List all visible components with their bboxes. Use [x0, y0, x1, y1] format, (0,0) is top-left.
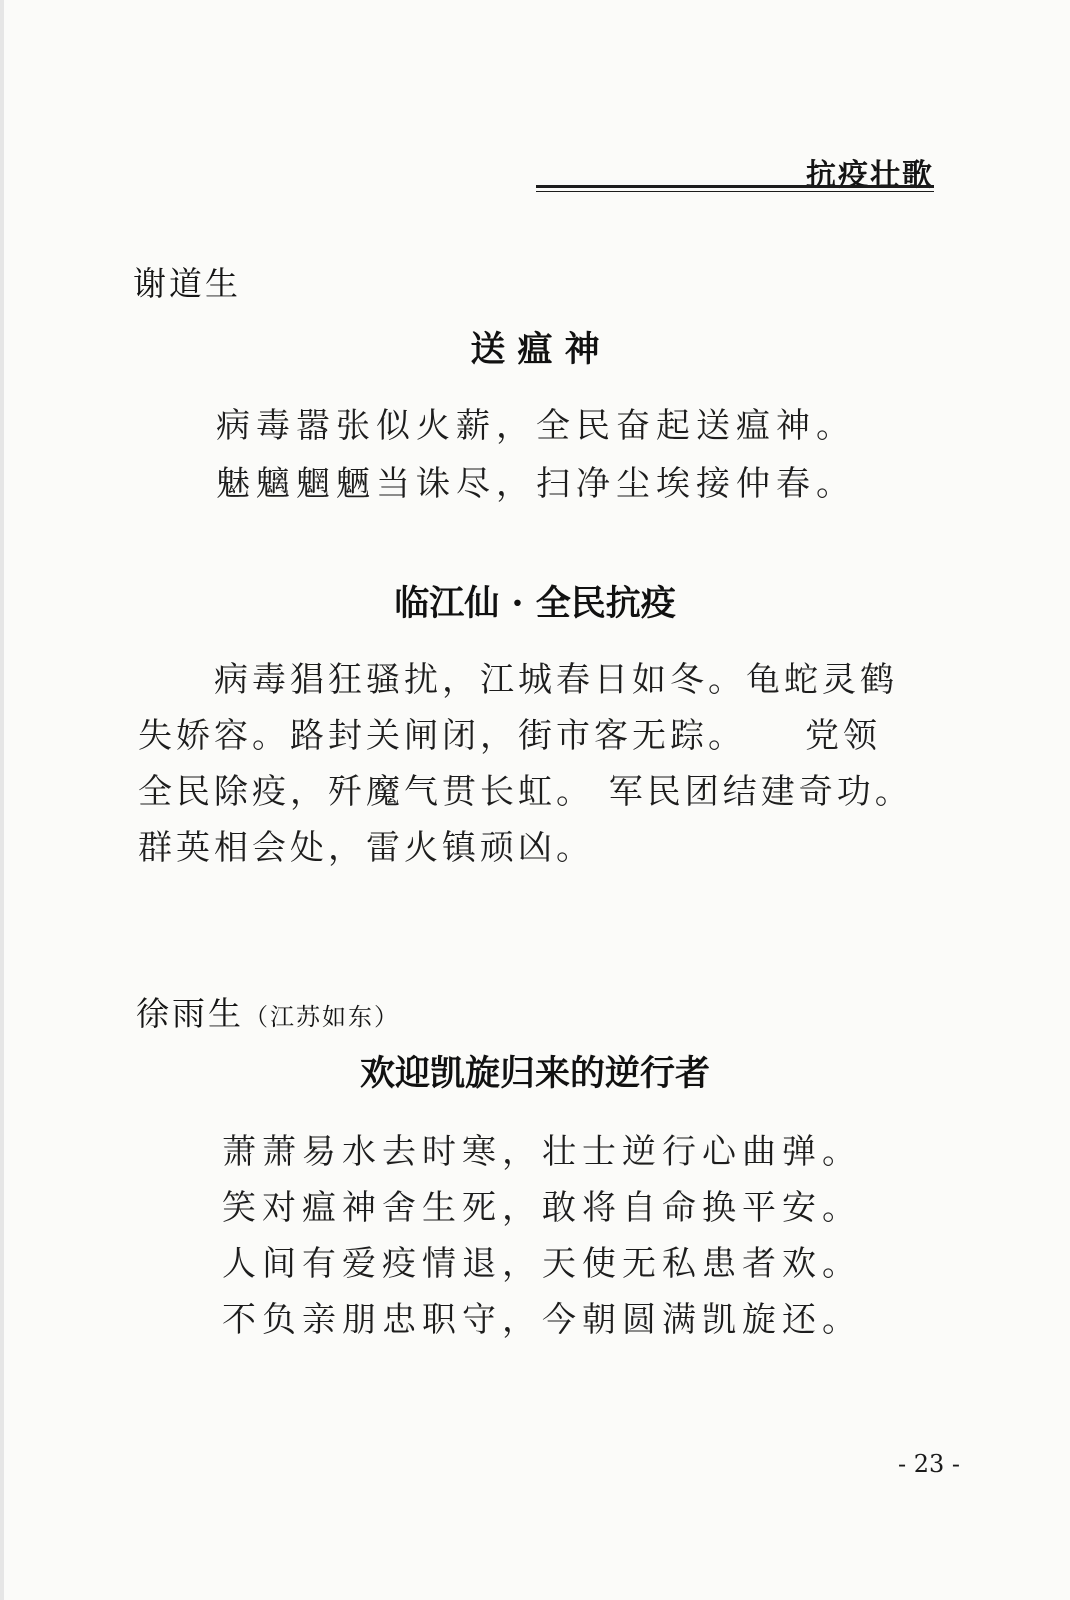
ci-line: 病毒猖狂骚扰，江城春日如冬。龟蛇灵鹤	[138, 660, 898, 700]
poem-title-huan-ying: 欢迎凯旋归来的逆行者	[359, 1053, 710, 1094]
page-edge	[0, 0, 4, 1600]
verse-line: 不负亲朋忠职守，今朝圆满凯旋还。	[222, 1300, 862, 1340]
poem-title-lin-jiang-xian: 临江仙 · 全民抗疫	[394, 583, 676, 624]
page-number: - 23 -	[897, 1450, 960, 1478]
verse-line: 魅魑魍魉当诛尽，扫净尘埃接仲春。	[216, 464, 856, 504]
verse-line: 人间有爱疫情退，天使无私患者欢。	[222, 1244, 862, 1284]
author-name-1: 谢道生	[133, 264, 241, 303]
ci-line: 全民除疫，歼魔气贯长虹。 军民团结建奇功。	[138, 772, 913, 812]
ci-line: 失娇容。路封关闸闭，街市客无踪。 党领	[138, 716, 881, 756]
author-name: 徐雨生	[136, 994, 244, 1033]
poem-title-song-wen-shen: 送 瘟 神	[470, 329, 600, 370]
ci-line: 群英相会处，雷火镇顽凶。	[138, 828, 594, 868]
running-header-title: 抗疫壮歌	[806, 158, 934, 193]
verse-line: 笑对瘟神舍生死，敢将自命换平安。	[222, 1188, 862, 1228]
author-name-2	[136, 988, 400, 1035]
verse-line: 萧萧易水去时寒，壮士逆行心曲弹。	[222, 1132, 862, 1172]
verse-line: 病毒嚣张似火薪，全民奋起送瘟神。	[216, 406, 856, 446]
author-origin: （江苏如东）	[244, 1003, 400, 1031]
header-rule	[536, 185, 934, 192]
